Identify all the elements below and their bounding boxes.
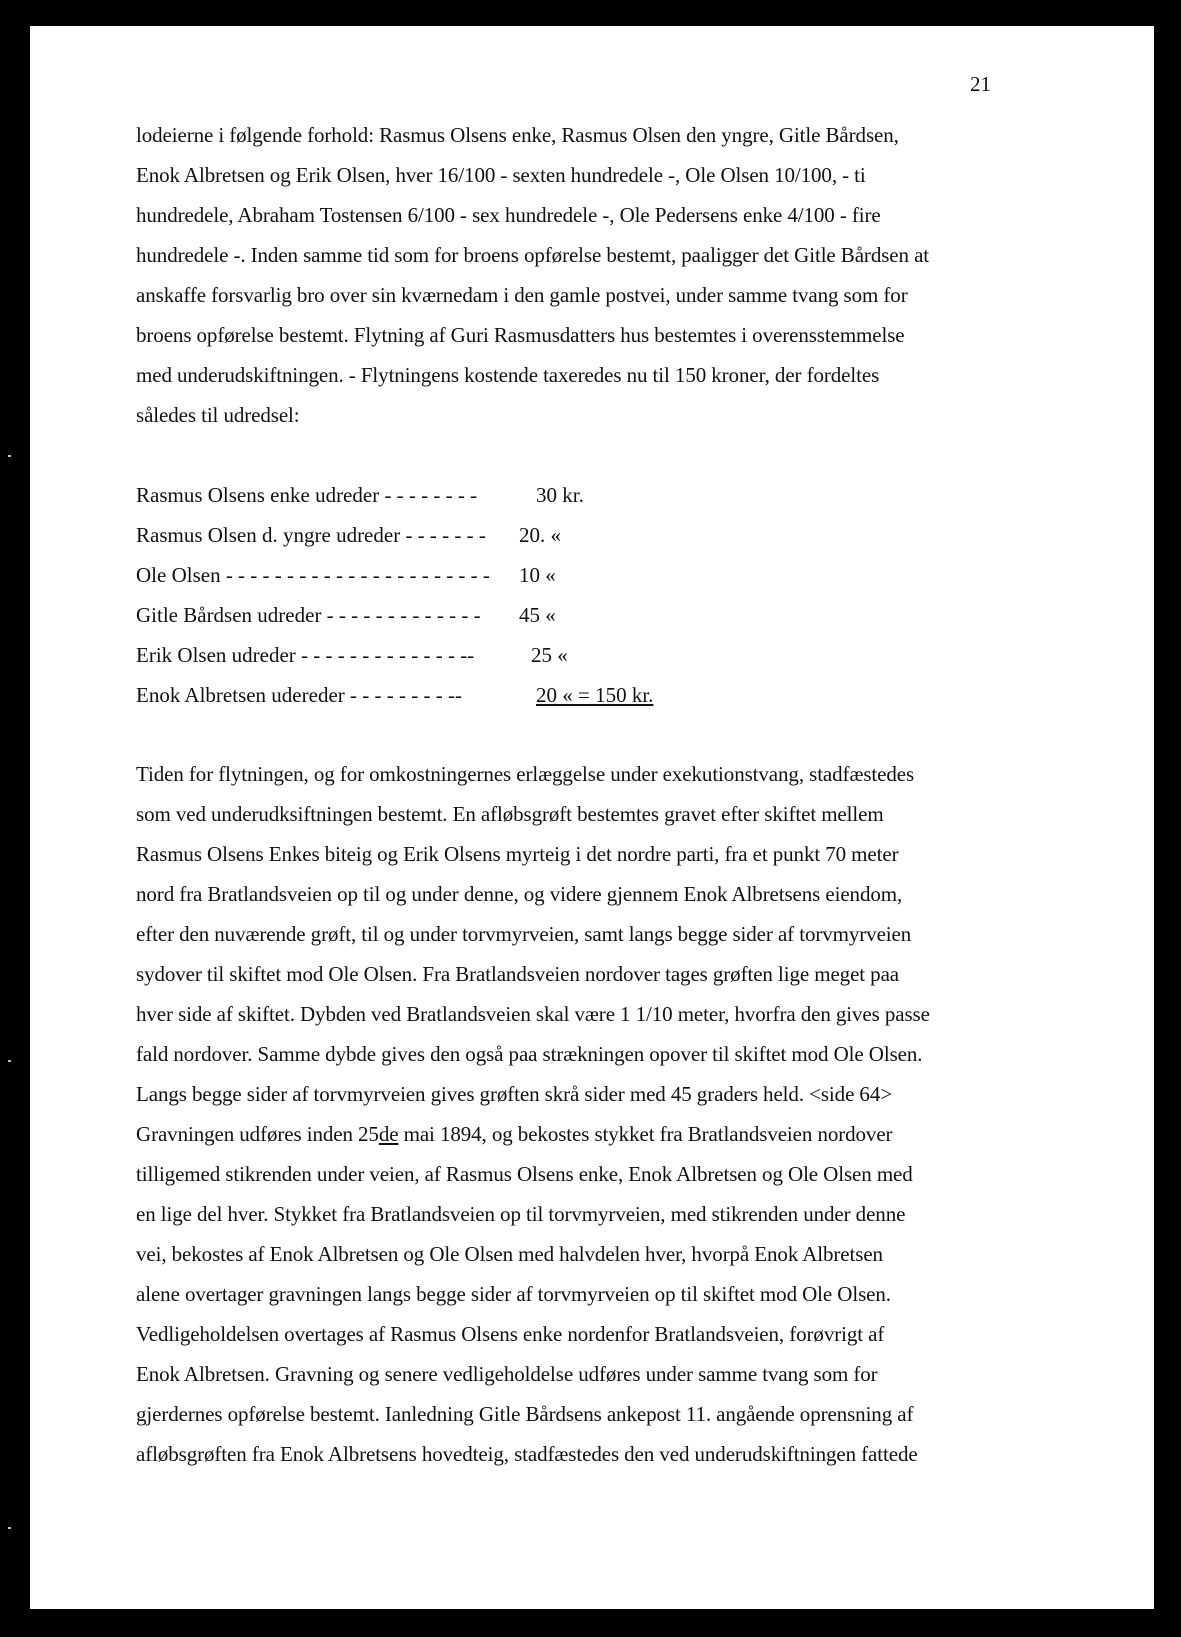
text-line: nord fra Bratlandsveien op til og under denne, og videre gjennem Enok Albretsens eiendom,	[136, 882, 903, 906]
text-line: lodeierne i følgende forhold: Rasmus Olsens enke, Rasmus Olsen den yngre, Gitle Bårdsen,	[136, 123, 899, 147]
ledger-label: Rasmus Olsens enke udreder - - - - - - - -	[136, 483, 478, 507]
ledger-label: Enok Albretsen udereder - - - - - - - - --	[136, 683, 462, 707]
ledger-row	[136, 683, 654, 708]
text-line: Enok Albretsen og Erik Olsen, hver 16/100 - sexten hundredele -, Ole Olsen 10/100, - ti	[136, 163, 866, 187]
text-line: vei, bekostes af Enok Albretsen og Ole Olsen med halvdelen hver, hvorpå Enok Albretsen	[136, 1242, 883, 1266]
text-line	[136, 1122, 892, 1147]
ledger-amount: 20. «	[519, 523, 561, 547]
ledger-label: Gitle Bårdsen udreder - - - - - - - - - - - - -	[136, 603, 481, 627]
text-line: således til udredsel:	[136, 403, 300, 427]
text-line: gjerdernes opførelse bestemt. Ianledning Gitle Bårdsens ankepost 11. angående oprensning af	[136, 1402, 914, 1426]
ledger-amount: 10 «	[519, 563, 556, 587]
text-line: Langs begge sider af torvmyrveien gives grøften skrå sider med 45 graders held. <side 64>	[136, 1082, 892, 1106]
text-line: broens opførelse bestemt. Flytning af Guri Rasmusdatters hus bestemtes i overensstemmelse	[136, 323, 905, 347]
text-line: fald nordover. Samme dybde gives den også paa strækningen opover til skiftet mod Ole Olsen.	[136, 1042, 923, 1066]
text-line: Enok Albretsen. Gravning og senere vedligeholdelse udføres under samme tvang som for	[136, 1362, 878, 1386]
text-line: Rasmus Olsens Enkes biteig og Erik Olsens myrteig i det nordre parti, fra et punkt 70 meter	[136, 842, 899, 866]
ledger-row	[136, 523, 561, 548]
text-line: alene overtager gravningen langs begge sider af torvmyrveien op til skiftet mod Ole Olsen.	[136, 1282, 891, 1306]
scan-mark	[8, 455, 11, 457]
ledger-row	[136, 603, 556, 628]
text-line: afløbsgrøften fra Enok Albretsens hovedteig, stadfæstedes den ved underudskiftningen fattede	[136, 1442, 918, 1466]
text-line: anskaffe forsvarlig bro over sin kværnedam i den gamle postvei, under samme tvang som for	[136, 283, 908, 307]
text-line: hver side af skiftet. Dybden ved Bratlandsveien skal være 1 1/10 meter, hvorfra den gives passe	[136, 1002, 930, 1026]
ledger-row	[136, 643, 568, 668]
text-line: sydover til skiftet mod Ole Olsen. Fra Bratlandsveien nordover tages grøften lige meget paa	[136, 962, 900, 986]
ledger-label: Erik Olsen udreder - - - - - - - - - - - - - --	[136, 643, 475, 667]
ordinal-suffix: de	[378, 1122, 399, 1146]
ledger-row	[136, 563, 556, 588]
text-line: tilligemed stikrenden under veien, af Rasmus Olsens enke, Enok Albretsen og Ole Olsen med	[136, 1162, 913, 1186]
text-line: Tiden for flytningen, og for omkostningernes erlæggelse under exekutionstvang, stadfæstedes	[136, 762, 915, 786]
text-line: hundredele -. Inden samme tid som for broens opførelse bestemt, paaligger det Gitle Bårdsen at	[136, 243, 930, 267]
ledger-label: Ole Olsen - - - - - - - - - - - - - - - - - - - - - -	[136, 563, 490, 587]
text-line: som ved underudksiftningen bestemt. En afløbsgrøft bestemtes gravet efter skiftet mellem	[136, 802, 884, 826]
text-line: Vedligeholdelsen overtages af Rasmus Olsens enke nordenfor Bratlandsveien, forøvrigt af	[136, 1322, 885, 1346]
page-number: 21	[970, 72, 991, 96]
text-line: efter den nuværende grøft, til og under torvmyrveien, samt langs begge sider af torvmyrveien	[136, 922, 912, 946]
scan-mark	[8, 1527, 11, 1529]
scan-mark	[8, 1060, 11, 1062]
ledger-label: Rasmus Olsen d. yngre udreder - - - - - - -	[136, 523, 486, 547]
ledger-amount: 30 kr.	[536, 483, 584, 507]
ledger-amount: 45 «	[519, 603, 556, 627]
ledger-total: 20 « = 150 kr.	[536, 683, 654, 707]
text-line: med underudskiftningen. - Flytningens kostende taxeredes nu til 150 kroner, der fordeltes	[136, 363, 880, 387]
text-line: hundredele, Abraham Tostensen 6/100 - sex hundredele -, Ole Pedersens enke 4/100 - fire	[136, 203, 881, 227]
ledger-row	[136, 483, 584, 508]
text-run: mai 1894, og bekostes stykket fra Bratlandsveien nordover	[398, 1122, 893, 1146]
ledger-amount: 25 «	[531, 643, 568, 667]
text-line: en lige del hver. Stykket fra Bratlandsveien op til torvmyrveien, med stikrenden under denne	[136, 1202, 906, 1226]
text-run: Gravningen udføres inden 25	[136, 1122, 379, 1146]
